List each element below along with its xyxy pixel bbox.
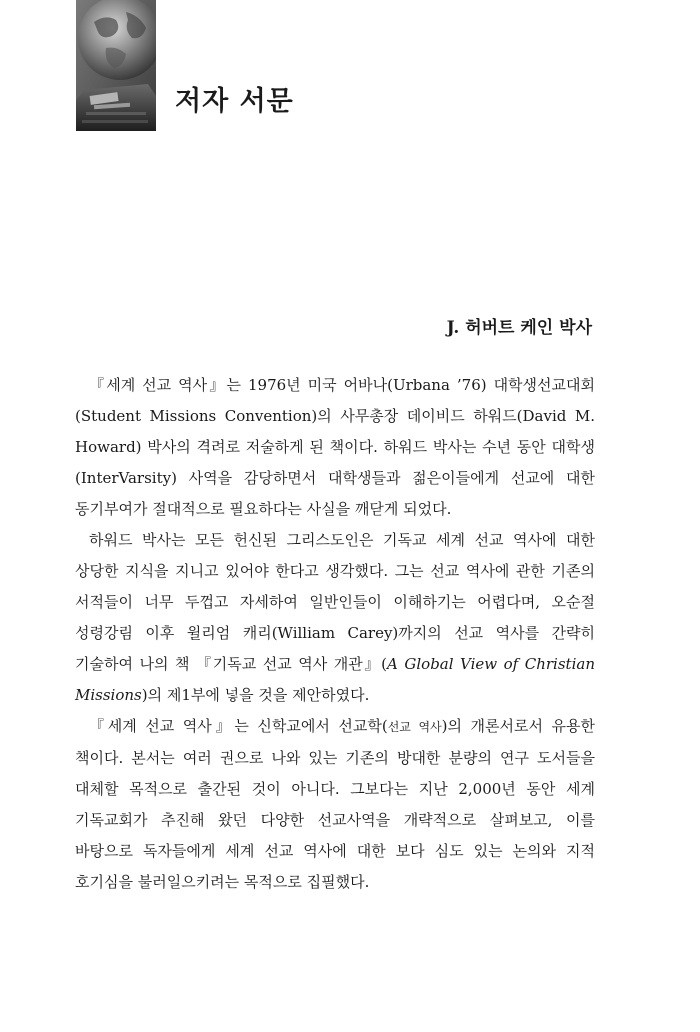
text-run: 하워드 박사는 모든 헌신된 그리스도인은 기독교 세계 선교 역사에 대한 상당한 지식을 지니고 있어야 한다고 생각했다. 그는 선교 역사에 관한 기존의 서적들이 너무 두껍고 자세하여 일반인들이 이해하기는 어렵다며, 오순절 성령강림 이후 윌리엄 캐리(William Carey)까지의 선교 역사를 간략히 기술하여 나의 책 『기독교 선교 역사 개관』(: [75, 531, 595, 673]
paragraph-3: [75, 711, 595, 898]
text-run: )의 제1부에 넣을 것을 제안하였다.: [141, 686, 370, 704]
header-globe-image: [76, 0, 156, 131]
body-text: [75, 370, 595, 898]
author-name: J. 허버트 케인 박사: [446, 318, 592, 338]
text-run: 『세계 선교 역사』는 신학교에서 선교학(: [89, 717, 388, 735]
globe-photo-icon: [76, 0, 156, 131]
paragraph-2: [75, 525, 595, 711]
page-title: 저자 서문: [175, 86, 294, 117]
text-run: 선교 역사: [387, 720, 442, 734]
text-run: 『세계 선교 역사』는 1976년 미국 어바나(Urbana ’76) 대학생선교대회(Student Missions Convention)의 사무총장 데이비드 하워드(David M. Howard) 박사의 격려로 저술하게 된 책이다. 하워드 박사는 수년 동안 대학생(InterVarsity) 사역을 감당하면서 대학생들과 젊은이들에게 선교에 대한 동기부여가 절대적으로 필요하다는 사실을 깨닫게 되었다.: [75, 376, 595, 518]
text-run: A Global View of Christian Missions: [75, 655, 595, 704]
paragraph-1: [75, 370, 595, 525]
text-run: )의 개론서로서 유용한 책이다. 본서는 여러 권으로 나와 있는 기존의 방대한 분량의 연구 도서들을 대체할 목적으로 출간된 것이 아니다. 그보다는 지난 2,000년 동안 세계 기독교회가 추진해 왔던 다양한 선교사역을 개략적으로 살펴보고, 이를 바탕으로 독자들에게 세계 선교 역사에 대한 보다 심도 있는 논의와 지적 호기심을 불러일으키려는 목적으로 집필했다.: [75, 717, 595, 891]
